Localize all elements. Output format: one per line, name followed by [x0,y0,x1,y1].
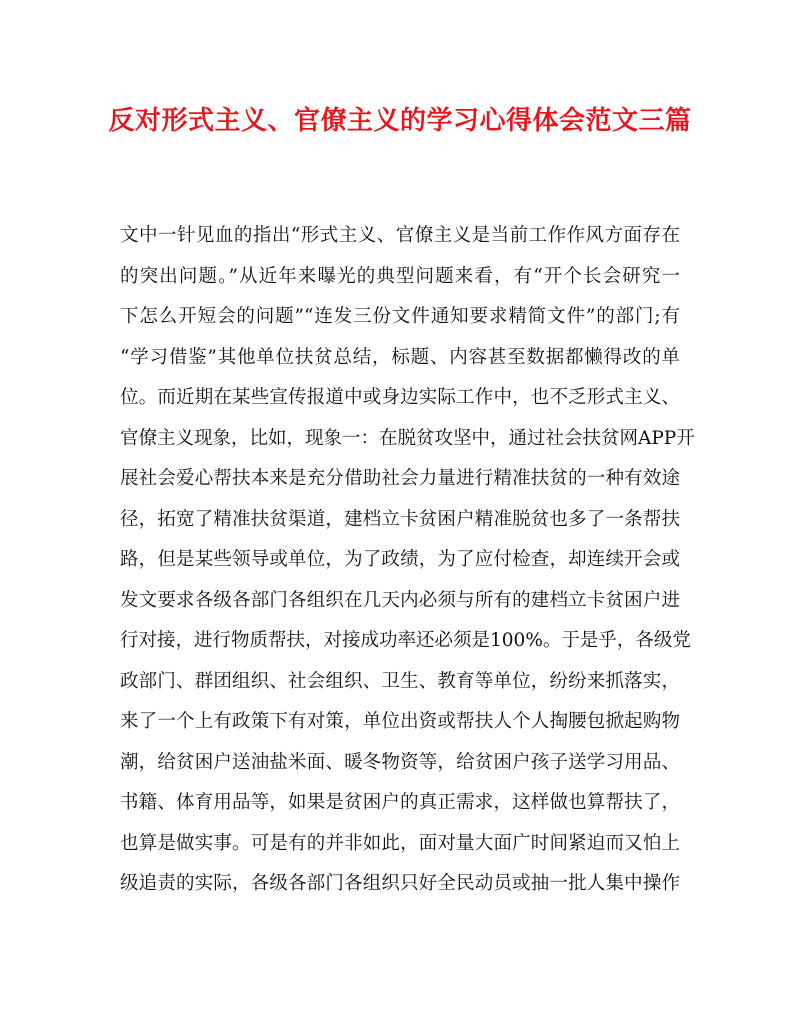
body-line: “学习借鉴”其他单位扶贫总结，标题、内容甚至数据都懒得改的单 [120,346,680,368]
body-line: 的突出问题。”从近年来曝光的典型问题来看，有“开个长会研究一 [120,265,680,287]
body-line: 行对接，进行物质帮扶，对接成功率还必须是100%。于是乎，各级党 [120,630,691,651]
body-line: 政部门、群团组织、社会组织、卫生、教育等单位，纷纷来抓落实， [120,670,680,692]
body-line: 也算是做实事。可是有的并非如此，面对量大面广时间紧迫而又怕上 [120,832,680,854]
body-line: 径，拓宽了精准扶贫渠道，建档立卡贫困户精准脱贫也多了一条帮扶 [120,508,680,530]
body-line: 展社会爱心帮扶本来是充分借助社会力量进行精准扶贫的一种有效途 [120,468,680,489]
body-line: 下怎么开短会的问题”“连发三份文件通知要求精简文件”的部门;有 [120,306,680,327]
body-line: 发文要求各级各部门各组织在几天内必须与所有的建档立卡贫困户进 [120,589,680,611]
body-line: 来了一个上有政策下有对策，单位出资或帮扶人个人掏腰包掀起购物 [120,711,680,732]
body-line: 潮，给贫困户送油盐米面、暖冬物资等，给贫困户孩子送学习用品、 [120,751,680,773]
body-line: 书籍、体育用品等，如果是贫困户的真正需求，这样做也算帮扶了， [120,792,680,813]
body-line: 级追责的实际，各级各部门各组织只好全民动员或抽一批人集中操作 [120,873,680,894]
document-body [120,216,695,905]
document-title: 反对形式主义、官僚主义的学习心得体会范文三篇 [108,106,692,136]
body-line: 文中一针见血的指出“形式主义、官僚主义是当前工作作风方面存在 [120,225,680,246]
body-line: 路，但是某些领导或单位，为了政绩，为了应付检查，却连续开会或 [120,549,680,570]
body-line: 位。而近期在某些宣传报道中或身边实际工作中，也不乏形式主义、 [120,387,680,408]
body-line: 官僚主义现象，比如，现象一：在脱贫攻坚中，通过社会扶贫网APP开 [120,427,695,449]
